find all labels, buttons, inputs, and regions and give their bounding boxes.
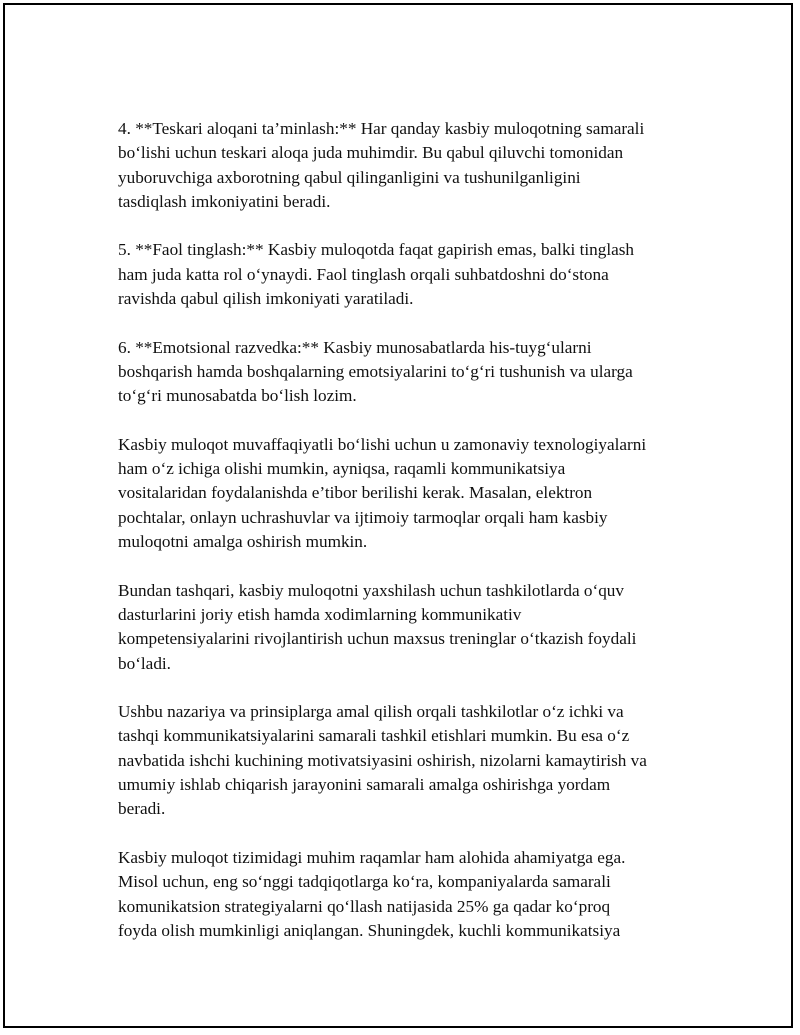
text-line: ravishda qabul qilish imkoniyati yaratiladi. [118,289,414,309]
text-line: tashqi kommunikatsiyalarini samarali tashkil etishlari mumkin. Bu esa o‘z [118,726,630,746]
paragraph-principles [118,700,708,821]
text-line: navbatida ishchi kuchining motivatsiyasini oshirish, nizolarni kamaytirish va [118,750,647,770]
text-line: dasturlarini joriy etish hamda xodimlarning kommunikativ [118,604,522,624]
text-line: komunikatsion strategiyalarni qo‘llash natijasida 25% ga qadar ko‘proq [118,896,611,916]
text-line: ham juda katta rol o‘ynaydi. Faol tinglash orqali suhbatdoshni do‘stona [118,264,609,284]
text-line: vositalaridan foydalanishda e’tibor berilishi kerak. Masalan, elektron [118,483,593,503]
text-line: 6. **Emotsional razvedka:** Kasbiy munosabatlarda his-tuyg‘ularni [118,337,592,357]
text-line: Misol uchun, eng so‘nggi tadqiqotlarga ko‘ra, kompaniyalarda samarali [118,872,611,892]
text-line: to‘g‘ri munosabatda bo‘lish lozim. [118,386,357,406]
paragraph-technologies [118,433,708,554]
text-line: tasdiqlash imkoniyatini beradi. [118,191,331,211]
text-line: bo‘ladi. [118,653,171,673]
document-body [118,117,708,967]
text-line: Kasbiy muloqot muvaffaqiyatli bo‘lishi uchun u zamonaviy texnologiyalarni [118,434,647,454]
paragraph-active-listening [118,238,708,311]
paragraph-feedback [118,117,708,214]
text-line: bo‘lishi uchun teskari aloqa juda muhimdir. Bu qabul qiluvchi tomonidan [118,143,624,163]
text-line: beradi. [118,799,166,819]
text-line: Bundan tashqari, kasbiy muloqotni yaxshilash uchun tashkilotlarda o‘quv [118,580,624,600]
text-line: boshqarish hamda boshqalarning emotsiyalarini to‘g‘ri tushunish va ularga [118,361,633,381]
text-line: ham o‘z ichiga olishi mumkin, ayniqsa, raqamli kommunikatsiya [118,459,566,479]
text-line: 5. **Faol tinglash:** Kasbiy muloqotda faqat gapirish emas, balki tinglash [118,240,635,260]
text-line: yuboruvchiga axborotning qabul qilinganligini va tushunilganligini [118,167,581,187]
paragraph-training [118,579,708,676]
text-line: Kasbiy muloqot tizimidagi muhim raqamlar ham alohida ahamiyatga ega. [118,847,626,867]
text-line: muloqotni amalga oshirish mumkin. [118,532,368,552]
text-line: pochtalar, onlayn uchrashuvlar va ijtimoiy tarmoqlar orqali ham kasbiy [118,507,608,527]
paragraph-statistics [118,846,708,943]
text-line: 4. **Teskari aloqani ta’minlash:** Har qanday kasbiy muloqotning samarali [118,119,645,138]
paragraph-emotional-intelligence [118,336,708,409]
text-line: Ushbu nazariya va prinsiplarga amal qilish orqali tashkilotlar o‘z ichki va [118,702,624,722]
text-line: kompetensiyalarini rivojlantirish uchun maxsus treninglar o‘tkazish foydali [118,629,637,649]
text-line: foyda olish mumkinligi aniqlangan. Shuningdek, kuchli kommunikatsiya [118,920,621,940]
text-line: umumiy ishlab chiqarish jarayonini samarali amalga oshirishga yordam [118,775,611,795]
